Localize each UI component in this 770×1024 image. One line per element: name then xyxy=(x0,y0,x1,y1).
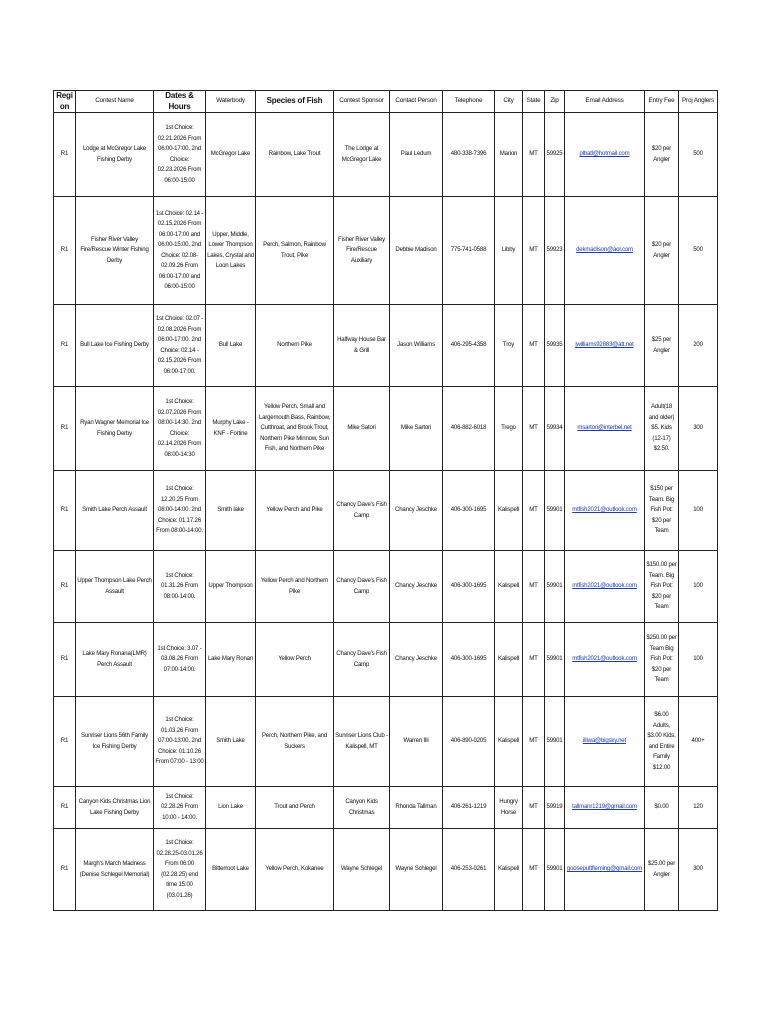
header-region: Region xyxy=(54,91,76,113)
fishing-contest-table xyxy=(53,90,718,911)
phone-cell: 775-741-0588 xyxy=(443,197,495,305)
contact-cell: Jason Williams xyxy=(390,305,443,387)
zip-cell: 59934 xyxy=(545,387,565,471)
email-link[interactable]: illiwa@bigsky.net xyxy=(565,697,645,787)
state-cell: MT xyxy=(523,471,545,551)
region-cell: R1 xyxy=(54,697,76,787)
table-row xyxy=(54,551,718,623)
region-cell: R1 xyxy=(54,551,76,623)
anglers-cell: 100 xyxy=(679,551,718,623)
phone-cell: 406-890-0205 xyxy=(443,697,495,787)
waterbody-cell: Smith Lake xyxy=(206,697,256,787)
species-cell: Trout and Perch xyxy=(256,787,334,829)
header-zip: Zip xyxy=(545,91,565,113)
city-cell: Marion xyxy=(495,113,523,197)
sponsor-cell: Sunriser Lions Club - Kalispell, MT xyxy=(334,697,390,787)
waterbody-cell: Murphy Lake - KNF - Fortine xyxy=(206,387,256,471)
zip-cell: 59919 xyxy=(545,787,565,829)
entry-fee-cell: $250.00 per Team Big Fish Pot: $20 per Team xyxy=(645,623,679,697)
zip-cell: 59901 xyxy=(545,829,565,911)
contact-cell: Debbie Madison xyxy=(390,197,443,305)
region-cell: R1 xyxy=(54,829,76,911)
waterbody-cell: Bitterroot Lake xyxy=(206,829,256,911)
waterbody-cell: Lion Lake xyxy=(206,787,256,829)
species-cell: Yellow Perch xyxy=(256,623,334,697)
header-species: Species of Fish xyxy=(256,91,334,113)
state-cell: MT xyxy=(523,829,545,911)
zip-cell: 59925 xyxy=(545,113,565,197)
entry-fee-cell: $25.00 per Angler xyxy=(645,829,679,911)
contest-name-cell: Lodge at McGregor Lake Fishing Derby xyxy=(76,113,154,197)
anglers-cell: 500 xyxy=(679,113,718,197)
anglers-cell: 120 xyxy=(679,787,718,829)
anglers-cell: 300 xyxy=(679,387,718,471)
contact-cell: Warren Illi xyxy=(390,697,443,787)
header-city: City xyxy=(495,91,523,113)
state-cell: MT xyxy=(523,197,545,305)
anglers-cell: 200 xyxy=(679,305,718,387)
table-row xyxy=(54,787,718,829)
dates-cell: 1st Choice: 02.28.26 From 10:00 - 14:00. xyxy=(154,787,206,829)
entry-fee-cell: $150.00 per Team. Big Fish Pot: $20 per Team xyxy=(645,551,679,623)
entry-fee-cell: Adult(18 and older) $5. Kids (12-17) $2.50. xyxy=(645,387,679,471)
species-cell: Perch, Northern Pike, and Suckers xyxy=(256,697,334,787)
table-row xyxy=(54,305,718,387)
state-cell: MT xyxy=(523,305,545,387)
entry-fee-cell: $0.00 xyxy=(645,787,679,829)
species-cell: Yellow Perch, Kokanee xyxy=(256,829,334,911)
table-row xyxy=(54,471,718,551)
table-row xyxy=(54,387,718,471)
dates-cell: 1st Choice: 02.07 - 02.08.2026 From 06:00-17:00. 2nd Choice: 02.14 - 02.15.2026 From 06:00-17:00. xyxy=(154,305,206,387)
state-cell: MT xyxy=(523,787,545,829)
contact-cell: Chancy Jeschke xyxy=(390,623,443,697)
city-cell: Kalispell xyxy=(495,551,523,623)
email-link[interactable]: msartori@interbel.net xyxy=(565,387,645,471)
zip-cell: 59901 xyxy=(545,471,565,551)
contest-name-cell: Upper Thompson Lake Perch Assault xyxy=(76,551,154,623)
header-email: Email Address xyxy=(565,91,645,113)
sponsor-cell: Canyon Kids Christmas xyxy=(334,787,390,829)
contest-name-cell: Fisher River Valley Fire/Rescue Winter Fishing Derby xyxy=(76,197,154,305)
region-cell: R1 xyxy=(54,305,76,387)
state-cell: MT xyxy=(523,551,545,623)
email-link[interactable]: tallmanr1219@gmail.com xyxy=(565,787,645,829)
waterbody-cell: Upper, Middle, Lower Thompson Lakes, Crystal and Loon Lakes xyxy=(206,197,256,305)
header-row xyxy=(54,91,718,113)
dates-cell: 1st Choice: 02.21.2026 From 06:00-17:00. 2nd Choice: 02.23.2026 From 06:00-15:00 xyxy=(154,113,206,197)
email-link[interactable]: gooseputtfleming@gmail.com xyxy=(565,829,645,911)
zip-cell: 59935 xyxy=(545,305,565,387)
contact-cell: Paul Ledum xyxy=(390,113,443,197)
dates-cell: 1st Choice: 02.07.2026 From 08:00-14:30. 2nd Choice: 02.14.2026 From 08:00-14:30 xyxy=(154,387,206,471)
contact-cell: Mike Sartori xyxy=(390,387,443,471)
table-row xyxy=(54,113,718,197)
entry-fee-cell: $150 per Team. Big Fish Pot: $20 per Team xyxy=(645,471,679,551)
header-proj-anglers: Proj Anglers xyxy=(679,91,718,113)
zip-cell: 59901 xyxy=(545,623,565,697)
table-row xyxy=(54,197,718,305)
entry-fee-cell: $6.00 Adults, $3.00 Kids, and Entire Family $12.00 xyxy=(645,697,679,787)
dates-cell: 1st Choice: 01.03.26 From 07:00-13:00. 2nd Choice: 01.10.26 From 07:00 - 13:00 xyxy=(154,697,206,787)
contact-cell: Rhonda Tallman xyxy=(390,787,443,829)
header-entry-fee: Entry Fee xyxy=(645,91,679,113)
zip-cell: 59901 xyxy=(545,697,565,787)
email-link[interactable]: plbatl@hotmail.com xyxy=(565,113,645,197)
species-cell: Rainbow, Lake Trout xyxy=(256,113,334,197)
email-link[interactable]: mtfish2021@outlook.com xyxy=(565,471,645,551)
sponsor-cell: The Lodge at McGregor Lake xyxy=(334,113,390,197)
phone-cell: 480-338-7396 xyxy=(443,113,495,197)
table-row xyxy=(54,623,718,697)
contest-name-cell: Ryan Wagner Memorial Ice Fishing Derby xyxy=(76,387,154,471)
city-cell: Kalispell xyxy=(495,697,523,787)
waterbody-cell: Upper Thompson xyxy=(206,551,256,623)
header-sponsor: Contest Sponsor xyxy=(334,91,390,113)
city-cell: Trego xyxy=(495,387,523,471)
phone-cell: 406-300-1695 xyxy=(443,623,495,697)
sponsor-cell: Chancy Dave's Fish Camp xyxy=(334,471,390,551)
contact-cell: Wayne Schlegel xyxy=(390,829,443,911)
state-cell: MT xyxy=(523,697,545,787)
waterbody-cell: Bull Lake xyxy=(206,305,256,387)
email-link[interactable]: dekmadison@aol.com xyxy=(565,197,645,305)
table-row xyxy=(54,829,718,911)
header-waterbody: Waterbody xyxy=(206,91,256,113)
anglers-cell: 300 xyxy=(679,829,718,911)
dates-cell: 1st Choice: 02.28.25-03.01.26 From 06:00 (02.28.25) end time 15:00 (03.01.26) xyxy=(154,829,206,911)
region-cell: R1 xyxy=(54,197,76,305)
contact-cell: Chancy Jeschke xyxy=(390,471,443,551)
anglers-cell: 100 xyxy=(679,623,718,697)
region-cell: R1 xyxy=(54,471,76,551)
city-cell: Troy xyxy=(495,305,523,387)
region-cell: R1 xyxy=(54,787,76,829)
state-cell: MT xyxy=(523,113,545,197)
anglers-cell: 500 xyxy=(679,197,718,305)
entry-fee-cell: $25 per Angler xyxy=(645,305,679,387)
waterbody-cell: Lake Mary Ronan xyxy=(206,623,256,697)
dates-cell: 1st Choice: 12.20.25 From 08:00-14:00. 2nd Choice: 01.17.26 From 08:00-14:00. xyxy=(154,471,206,551)
waterbody-cell: McGregor Lake xyxy=(206,113,256,197)
zip-cell: 59901 xyxy=(545,551,565,623)
contest-name-cell: Margh's March Madness (Denise Schlegel Memorial) xyxy=(76,829,154,911)
contest-name-cell: Bull Lake Ice Fishing Derby xyxy=(76,305,154,387)
contest-name-cell: Lake Mary Ronana(LMR) Perch Assault xyxy=(76,623,154,697)
sponsor-cell: Fisher River Valley Fire/Rescue Auxiliary xyxy=(334,197,390,305)
header-contest-name: Contest Name xyxy=(76,91,154,113)
region-cell: R1 xyxy=(54,623,76,697)
zip-cell: 59923 xyxy=(545,197,565,305)
phone-cell: 406-295-4358 xyxy=(443,305,495,387)
state-cell: MT xyxy=(523,623,545,697)
phone-cell: 406-300-1695 xyxy=(443,471,495,551)
anglers-cell: 100 xyxy=(679,471,718,551)
sponsor-cell: Halfway House Bar & Grill xyxy=(334,305,390,387)
dates-cell: 1st Choice: 3.07 - 03.08.26 From 07:00-14:00. xyxy=(154,623,206,697)
contest-name-cell: Canyon Kids Christmas Lion Lake Fishing Derby xyxy=(76,787,154,829)
email-link[interactable]: jwilliams92883@att.net xyxy=(565,305,645,387)
waterbody-cell: Smith lake xyxy=(206,471,256,551)
email-link[interactable]: mtfish2021@outlook.com xyxy=(565,623,645,697)
sponsor-cell: Mike Satori xyxy=(334,387,390,471)
phone-cell: 406-882-6018 xyxy=(443,387,495,471)
phone-cell: 406-253-0261 xyxy=(443,829,495,911)
species-cell: Yellow Perch, Small and Largemouth Bass, Rainbow, Cutthroat, and Brook Trout, Northern Pike Minnow, Sun Fish, and Northern Pike xyxy=(256,387,334,471)
header-dates-hours: Dates & Hours xyxy=(154,91,206,113)
phone-cell: 406-261-1219 xyxy=(443,787,495,829)
city-cell: Kalispell xyxy=(495,471,523,551)
dates-cell: 1st Choice: 01.31.26 From 08:00-14:00. xyxy=(154,551,206,623)
entry-fee-cell: $20 per Angler xyxy=(645,113,679,197)
city-cell: Kalispell xyxy=(495,623,523,697)
state-cell: MT xyxy=(523,387,545,471)
sponsor-cell: Chancy Dave's Fish Camp xyxy=(334,551,390,623)
anglers-cell: 400+ xyxy=(679,697,718,787)
header-state: State xyxy=(523,91,545,113)
header-telephone: Telephone xyxy=(443,91,495,113)
region-cell: R1 xyxy=(54,387,76,471)
contest-name-cell: Smith Lake Perch Assault xyxy=(76,471,154,551)
sponsor-cell: Chancy Dave's Fish Camp xyxy=(334,623,390,697)
dates-cell: 1st Choice: 02.14 - 02.15.2026 From 06:00-17:00 and 06:00-15:00. 2nd Choice: 02.08-02.09.26 From 06:00-17:00 and 06:00-15:00 xyxy=(154,197,206,305)
email-link[interactable]: mtfish2021@outlook.com xyxy=(565,551,645,623)
entry-fee-cell: $20 per Angler xyxy=(645,197,679,305)
species-cell: Perch, Salmon, Rainbow Trout, Pike xyxy=(256,197,334,305)
phone-cell: 406-300-1695 xyxy=(443,551,495,623)
header-contact-person: Contact Person xyxy=(390,91,443,113)
contest-name-cell: Sunriser Lions 56th Family Ice Fishing Derby xyxy=(76,697,154,787)
city-cell: Hungry Horse xyxy=(495,787,523,829)
contact-cell: Chancy Jeschke xyxy=(390,551,443,623)
table-row xyxy=(54,697,718,787)
species-cell: Yellow Perch and Pike xyxy=(256,471,334,551)
sponsor-cell: Wayne Schlegel xyxy=(334,829,390,911)
city-cell: Libby xyxy=(495,197,523,305)
species-cell: Northern Pike xyxy=(256,305,334,387)
contest-table-sheet xyxy=(53,90,717,911)
region-cell: R1 xyxy=(54,113,76,197)
city-cell: Kalispell xyxy=(495,829,523,911)
species-cell: Yellow Perch and Northern Pike xyxy=(256,551,334,623)
